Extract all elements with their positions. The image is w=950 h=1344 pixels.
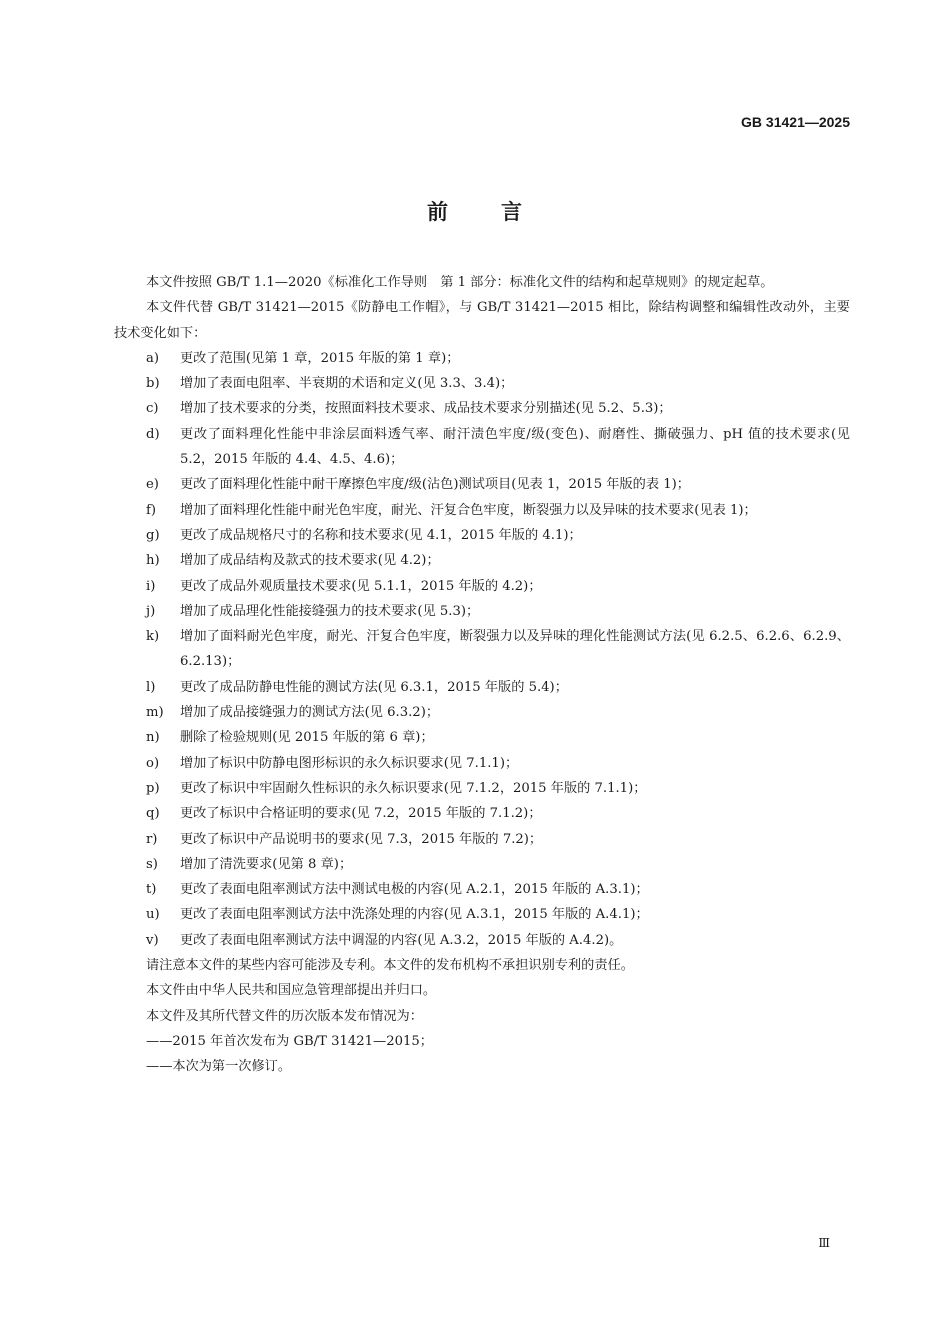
intro-paragraph-2: 本文件代替 GB/T 31421—2015《防静电工作帽》，与 GB/T 31421—2015 相比，除结构调整和编辑性改动外，主要技术变化如下： [114,300,850,341]
change-marker: t) [146,882,157,898]
change-marker: m) [146,705,164,721]
change-text: 更改了标识中产品说明书的要求(见 7.3，2015 年版的 7.2)； [180,831,543,847]
change-item [146,827,850,852]
change-text: 更改了面料理化性能中耐干摩擦色牢度/级(沾色)测试项目(见表 1，2015 年版的表 1)； [180,477,690,493]
page-title [0,196,950,226]
change-text: 删除了检验规则(见 2015 年版的第 6 章)； [180,730,434,746]
change-text: 增加了技术要求的分类，按照面料技术要求、成品技术要求分别描述(见 5.2、5.3)； [180,401,672,417]
change-marker: d) [146,426,160,442]
change-text: 更改了表面电阻率测试方法中测试电极的内容(见 A.2.1，2015 年版的 A.3.1)； [180,882,649,898]
history-item-1: ——2015 年首次发布为 GB/T 31421—2015； [146,1033,433,1049]
change-marker: a) [146,350,160,366]
change-item [146,902,850,927]
change-text: 增加了面料理化性能中耐光色牢度，耐光、汗复合色牢度，断裂强力以及异味的技术要求(见表 1)； [180,502,757,518]
change-marker: g) [146,527,160,543]
change-item [146,700,850,725]
history-intro: 本文件及其所代替文件的历次版本发布情况为： [146,1008,423,1024]
change-marker: r) [146,831,158,847]
change-item [146,675,850,700]
change-text: 更改了范围(见第 1 章，2015 年版的第 1 章)； [180,350,460,366]
change-item [146,801,850,826]
change-marker: u) [146,907,160,923]
change-item [146,725,850,750]
change-text: 更改了标识中合格证明的要求(见 7.2，2015 年版的 7.1.2)； [180,806,542,822]
change-marker: p) [146,780,160,796]
change-item [146,548,850,573]
change-item [146,346,850,371]
change-text: 增加了清洗要求(见第 8 章)； [180,856,353,872]
change-text: 更改了成品规格尺寸的名称和技术要求(见 4.1，2015 年版的 4.1)； [180,527,582,543]
change-marker: e) [146,477,159,493]
change-text: 更改了成品外观质量技术要求(见 5.1.1，2015 年版的 4.2)； [180,578,542,594]
change-item [146,928,850,953]
change-text: 更改了成品防静电性能的测试方法(见 6.3.1，2015 年版的 5.4)； [180,679,568,695]
change-marker: n) [146,730,160,746]
change-text: 更改了表面电阻率测试方法中调湿的内容(见 A.3.2，2015 年版的 A.4.2)。 [180,932,623,948]
change-marker: k) [146,629,160,645]
change-marker: l) [146,679,156,695]
change-marker: o) [146,755,160,771]
standard-code: GB 31421—2025 [741,114,850,130]
change-marker: s) [146,856,158,872]
change-marker: v) [146,932,159,948]
change-text: 增加了成品接缝强力的测试方法(见 6.3.2)； [180,705,440,721]
change-item [146,396,850,421]
change-text: 增加了面料耐光色牢度，耐光、汗复合色牢度，断裂强力以及异味的理化性能测试方法(见 6.2.5、6.2.6、6.2.9、6.2.13)； [180,629,850,670]
foreword-body [114,270,850,1080]
page-number: Ⅲ [818,1236,830,1250]
title-char-1: 前 [427,200,449,224]
change-text: 增加了标识中防静电图形标识的永久标识要求(见 7.1.1)； [180,755,519,771]
change-text: 更改了标识中牢固耐久性标识的永久标识要求(见 7.1.2，2015 年版的 7.1.1)； [180,780,647,796]
change-item [146,472,850,497]
change-marker: c) [146,401,159,417]
change-marker: h) [146,553,160,569]
change-text: 增加了表面电阻率、半衰期的术语和定义(见 3.3、3.4)； [180,376,514,392]
change-marker: i) [146,578,156,594]
change-item [146,599,850,624]
patent-notice: 请注意本文件的某些内容可能涉及专利。本文件的发布机构不承担识别专利的责任。 [146,958,634,974]
change-marker: j) [146,603,156,619]
change-item [146,776,850,801]
change-item [146,751,850,776]
change-text: 更改了表面电阻率测试方法中洗涤处理的内容(见 A.3.1，2015 年版的 A.4.1)； [180,907,649,923]
title-char-2: 言 [501,200,523,224]
change-item [146,877,850,902]
change-marker: f) [146,502,157,518]
change-item [146,852,850,877]
history-item-2: ——本次为第一次修订。 [146,1059,292,1075]
change-text: 更改了面料理化性能中非涂层面料透气率、耐汗渍色牢度/级(变色)、耐磨性、撕破强力、pH 值的技术要求(见 5.2，2015 年版的 4.4、4.5、4.6)； [180,426,850,468]
changes-list [146,346,850,953]
intro-paragraph-1: 本文件按照 GB/T 1.1—2020《标准化工作导则 第 1 部分：标准化文件的结构和起草规则》的规定起草。 [146,275,774,290]
change-text: 增加了成品结构及款式的技术要求(见 4.2)； [180,553,440,569]
change-item [146,371,850,396]
change-item [146,523,850,548]
change-item [146,574,850,599]
change-marker: b) [146,376,160,392]
change-item [146,624,850,675]
proposer-statement: 本文件由中华人民共和国应急管理部提出并归口。 [146,983,437,999]
change-item [146,422,850,473]
change-item [146,498,850,523]
change-marker: q) [146,806,160,822]
change-text: 增加了成品理化性能接缝强力的技术要求(见 5.3)； [180,603,480,619]
